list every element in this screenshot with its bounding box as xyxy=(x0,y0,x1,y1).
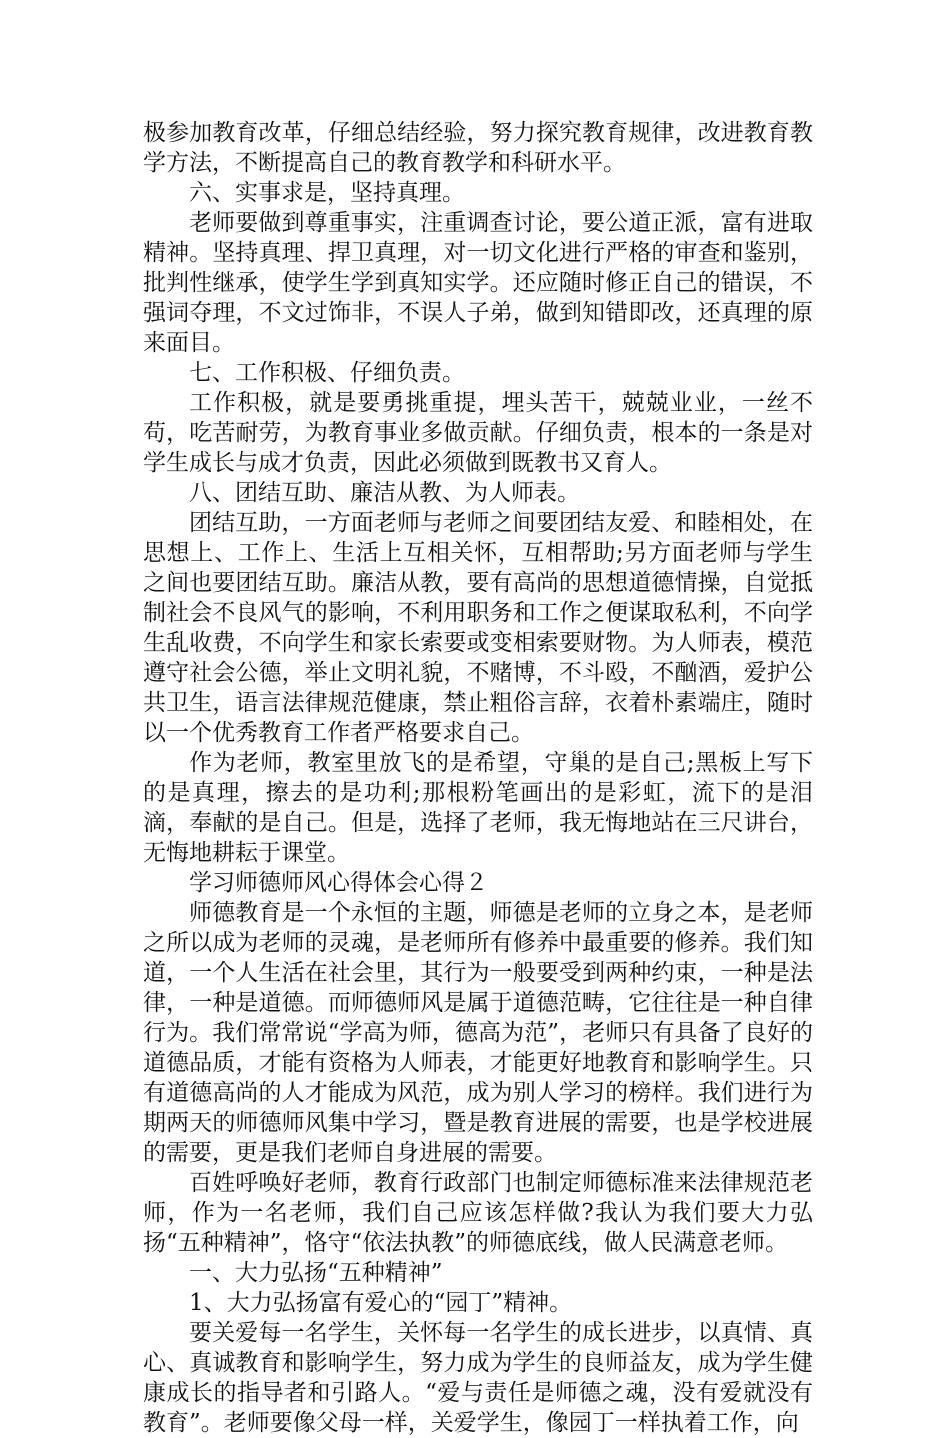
article-title-2: 学习师德师风心得体会心得２ xyxy=(189,870,488,896)
section-heading-7: 七、工作积极、仔细负责。 xyxy=(189,360,465,386)
paragraph: 工作积极，就是要勇挑重提，埋头苦干，兢兢业业，一丝不苟，吃苦耐劳，为教育事业多做贡献。仔细负责，根本的一条是对学生成长与成才负责，因此必须做到既教书又育人。 xyxy=(143,390,813,476)
section-heading-6: 六、实事求是，坚持真理。 xyxy=(189,180,465,206)
section-heading-8: 八、团结互助、廉洁从教、为人师表。 xyxy=(189,480,580,506)
subsection-heading-1: 1、大力弘扬富有爱心的“园丁”精神。 xyxy=(189,1290,573,1316)
paragraph: 老师要做到尊重事实，注重调查讨论，要公道正派，富有进取精神。坚持真理、捍卫真理，对一切文化进行严格的审查和鉴别，批判性继承，使学生学到真知实学。还应随时修正自己的错误，不强词夺理，不文过饰非，不误人子弟，做到知错即改，还真理的原来面目。 xyxy=(143,210,813,356)
paragraph: 师德教育是一个永恒的主题，师德是老师的立身之本，是老师之所以成为老师的灵魂，是老师所有修养中最重要的修养。我们知道，一个人生活在社会里，其行为一般要受到两种约束，一种是法律，一种是道德。而师德师风是属于道德范畴，它往往是一种自律行为。我们常常说“学高为师，德高为范”，老师只有具备了良好的道德品质，才能有资格为人师表，才能更好地教育和影响学生。只有道德高尚的人才能成为风范，成为别人学习的榜样。我们进行为期两天的师德师风集中学习，暨是教育进展的需要，也是学校进展的需要，更是我们老师自身进展的需要。 xyxy=(143,900,813,1166)
paragraph: 百姓呼唤好老师，教育行政部门也制定师德标准来法律规范老师，作为一名老师，我们自己应该怎样做?我认为我们要大力弘扬“五种精神”，恪守“依法执教”的师德底线，做人民满意老师。 xyxy=(143,1170,813,1256)
paragraph-continued: 极参加教育改革，仔细总结经验，努力探究教育规律，改进教育教学方法，不断提高自己的教育教学和科研水平。 xyxy=(143,120,813,176)
paragraph: 作为老师，教室里放飞的是希望，守巢的是自己;黑板上写下的是真理，擦去的是功利;那根粉笔画出的是彩虹，流下的是泪滴，奉献的是自己。但是，选择了老师，我无悔地站在三尺讲台，无悔地耕耘于课堂。 xyxy=(143,750,813,866)
paragraph: 要关爱每一名学生，关怀每一名学生的成长进步，以真情、真心、真诚教育和影响学生，努力成为学生的良师益友，成为学生健康成长的指导者和引路人。“爱与责任是师德之魂，没有爱就没有教育”。老师要像父母一样，关爱学生，像园丁一样执着工作，向 xyxy=(143,1320,813,1436)
paragraph: 团结互助，一方面老师与老师之间要团结友爱、和睦相处，在思想上、工作上、生活上互相关怀，互相帮助;另方面老师与学生之间也要团结互助。廉洁从教，要有高尚的思想道德情操，自觉抵制社会不良风气的影响，不利用职务和工作之便谋取私利，不向学生乱收费，不向学生和家长索要或变相索要财物。为人师表，模范遵守社会公德，举止文明礼貌，不赌博，不斗殴，不酗酒，爱护公共卫生，语言法律规范健康，禁止粗俗言辞，衣着朴素端庄，随时以一个优秀教育工作者严格要求自己。 xyxy=(143,510,813,746)
document-page xyxy=(143,118,813,1438)
section-heading-1: 一、大力弘扬“五种精神” xyxy=(189,1260,443,1286)
